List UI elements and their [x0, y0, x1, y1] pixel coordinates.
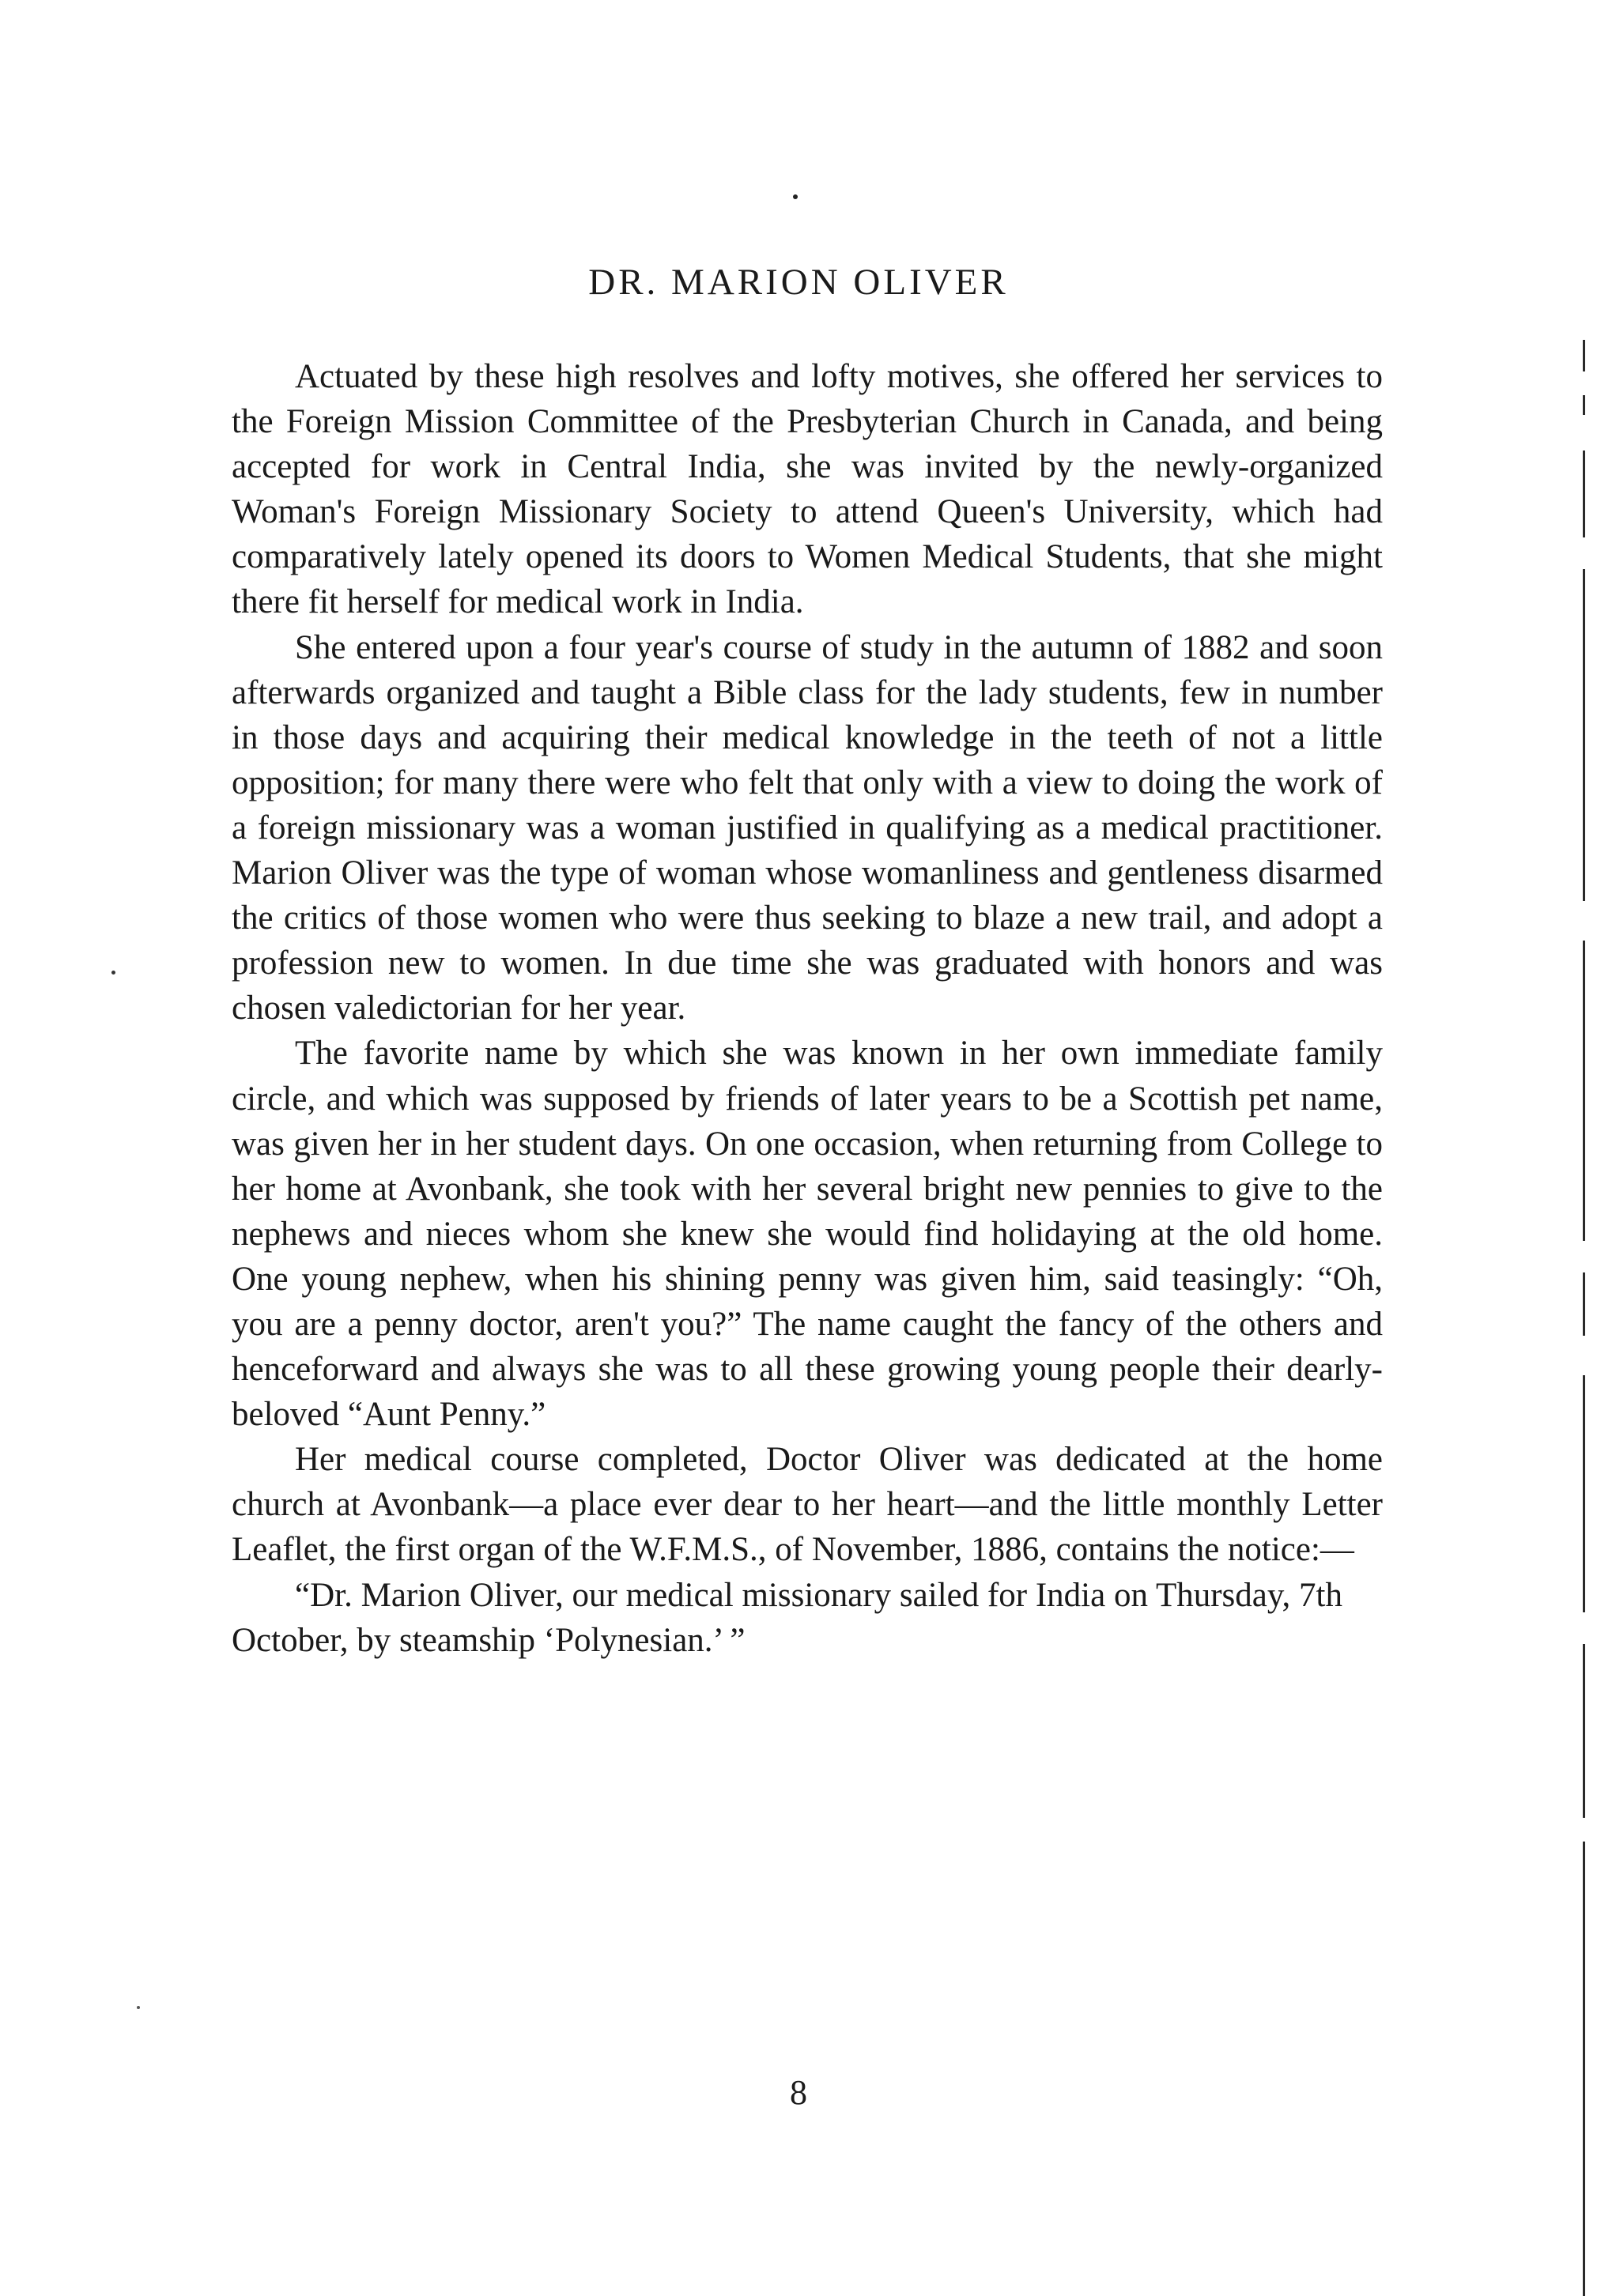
margin-mark — [111, 971, 115, 975]
chapter-title: DR. MARION OLIVER — [588, 262, 1009, 303]
binding-edge-shadow — [1583, 340, 1586, 2296]
print-speck — [793, 194, 798, 199]
quoted-notice: “Dr. Marion Oliver, our medical missionary sailed for India on Thursday, 7th October, by steamship ‘Polynesian.’ ” — [232, 1576, 1343, 1659]
paragraph: Her medical course completed, Doctor Oliver was dedicated at the home church at Avonbank—a place ever dear to her heart—and the little monthly Letter Leaflet, the first organ of the W.F.M.S., of November, 1886, contains the notice:— — [232, 1441, 1383, 1569]
print-speck-lower — [137, 2006, 140, 2009]
paragraph: Actuated by these high resolves and lofty motives, she offered her services to the Foreign Mission Committee of the Presbyterian Church in Canada, and being accepted for work in Central India, she was invited by the newly-organized Woman's Foreign Missionary Society to attend Queen's University, which had comparatively lately opened its doors to Women Medical Students, that she might there fit herself for medical work in India. — [232, 358, 1383, 621]
body-text — [232, 354, 1383, 1663]
page-number: 8 — [790, 2073, 807, 2112]
paragraph: The favorite name by which she was known in her own immediate family circle, and which was supposed by friends of later years to be a Scottish pet name, was given her in her student days. On one occasion, when returning from College to her home at Avonbank, she took with her several bright new pennies to give to the nephews and nieces whom she knew she would find holidaying at the old home. One young nephew, when his shining penny was given him, said teasingly: “Oh, you are a penny doctor, aren't you?” The name caught the fancy of the others and henceforward and always she was to all these growing young people their dearly-beloved “Aunt Penny.” — [232, 1035, 1383, 1434]
paragraph: She entered upon a four year's course of study in the autumn of 1882 and soon afterwards organized and taught a Bible class for the lady students, few in number in those days and acquiring their medical knowledge in the teeth of not a little opposition; for many there were who felt that only with a view to doing the work of a foreign missionary was a woman justified in qualifying as a medical practitioner. Marion Oliver was the type of woman whose womanliness and gentleness disarmed the critics of those women who were thus seeking to blaze a new trail, and adopt a profession new to women. In due time she was graduated with honors and was chosen valedictorian for her year. — [232, 628, 1383, 1027]
